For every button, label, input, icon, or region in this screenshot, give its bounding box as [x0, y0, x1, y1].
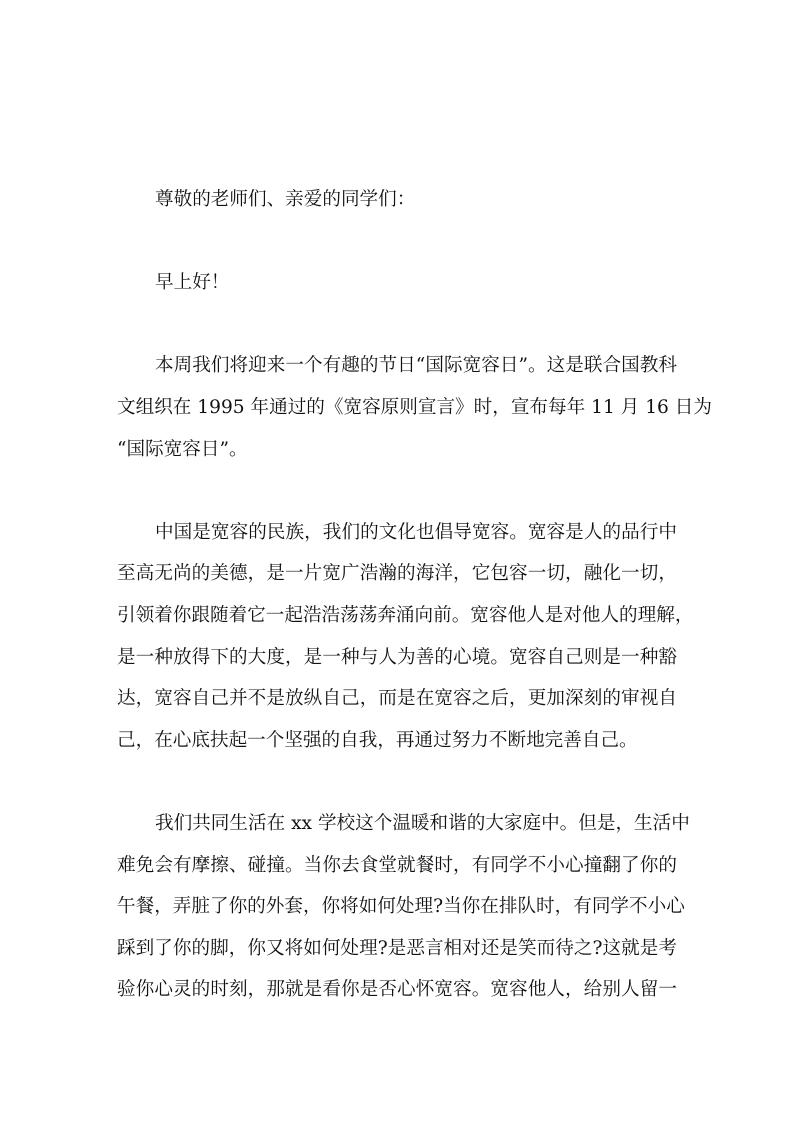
text-line: 早上好！	[155, 272, 230, 294]
tolerance-meaning-paragraph	[117, 512, 694, 762]
text-line: 难免会有摩擦、碰撞。当你去食堂就餐时，有同学不小心撞翻了你的	[117, 854, 677, 876]
salutation-paragraph	[117, 179, 677, 221]
text-line: 中国是宽容的民族，我们的文化也倡导宽容。宽容是人的品行中	[155, 521, 677, 543]
text-line: 至高无尚的美德，是一片宽广浩瀚的海洋，它包容一切，融化一切，	[117, 563, 677, 585]
text-line: 验你心灵的时刻，那就是看你是否心怀宽容。宽容他人，给别人留一	[117, 979, 677, 1001]
text-line: 文组织在 1995 年通过的《宽容原则宣言》时，宣布每年 11 月 16 日为	[117, 396, 712, 418]
text-line: 己，在心底扶起一个坚强的自我，再通过努力不断地完善自己。	[117, 729, 638, 751]
text-line: 午餐，弄脏了你的外套，你将如何处理?当你在排队时，有同学不小心	[117, 896, 685, 918]
text-line: 本周我们将迎来一个有趣的节日“国际宽容日”。这是联合国教科	[155, 355, 677, 377]
text-line: 达，宽容自己并不是放纵自己，而是在宽容之后，更加深刻的审视自	[117, 688, 677, 710]
document-page	[117, 179, 712, 1052]
text-line: 是一种放得下的大度，是一种与人为善的心境。宽容自己则是一种豁	[117, 646, 677, 668]
text-line: 尊敬的老师们、亲爱的同学们：	[155, 189, 416, 210]
text-line: 踩到了你的脚，你又将如何处理?是恶言相对还是笑而待之?这就是考	[117, 937, 677, 959]
text-line: 引领着你跟随着它一起浩浩荡荡奔涌向前。宽容他人是对他人的理解，	[117, 604, 694, 626]
greeting-paragraph	[117, 262, 677, 304]
text-line: “国际宽容日”。	[117, 438, 248, 460]
intro-paragraph	[117, 345, 712, 470]
school-life-paragraph	[117, 803, 690, 1011]
text-line: 我们共同生活在 xx 学校这个温暖和谐的大家庭中。但是，生活中	[155, 812, 690, 834]
